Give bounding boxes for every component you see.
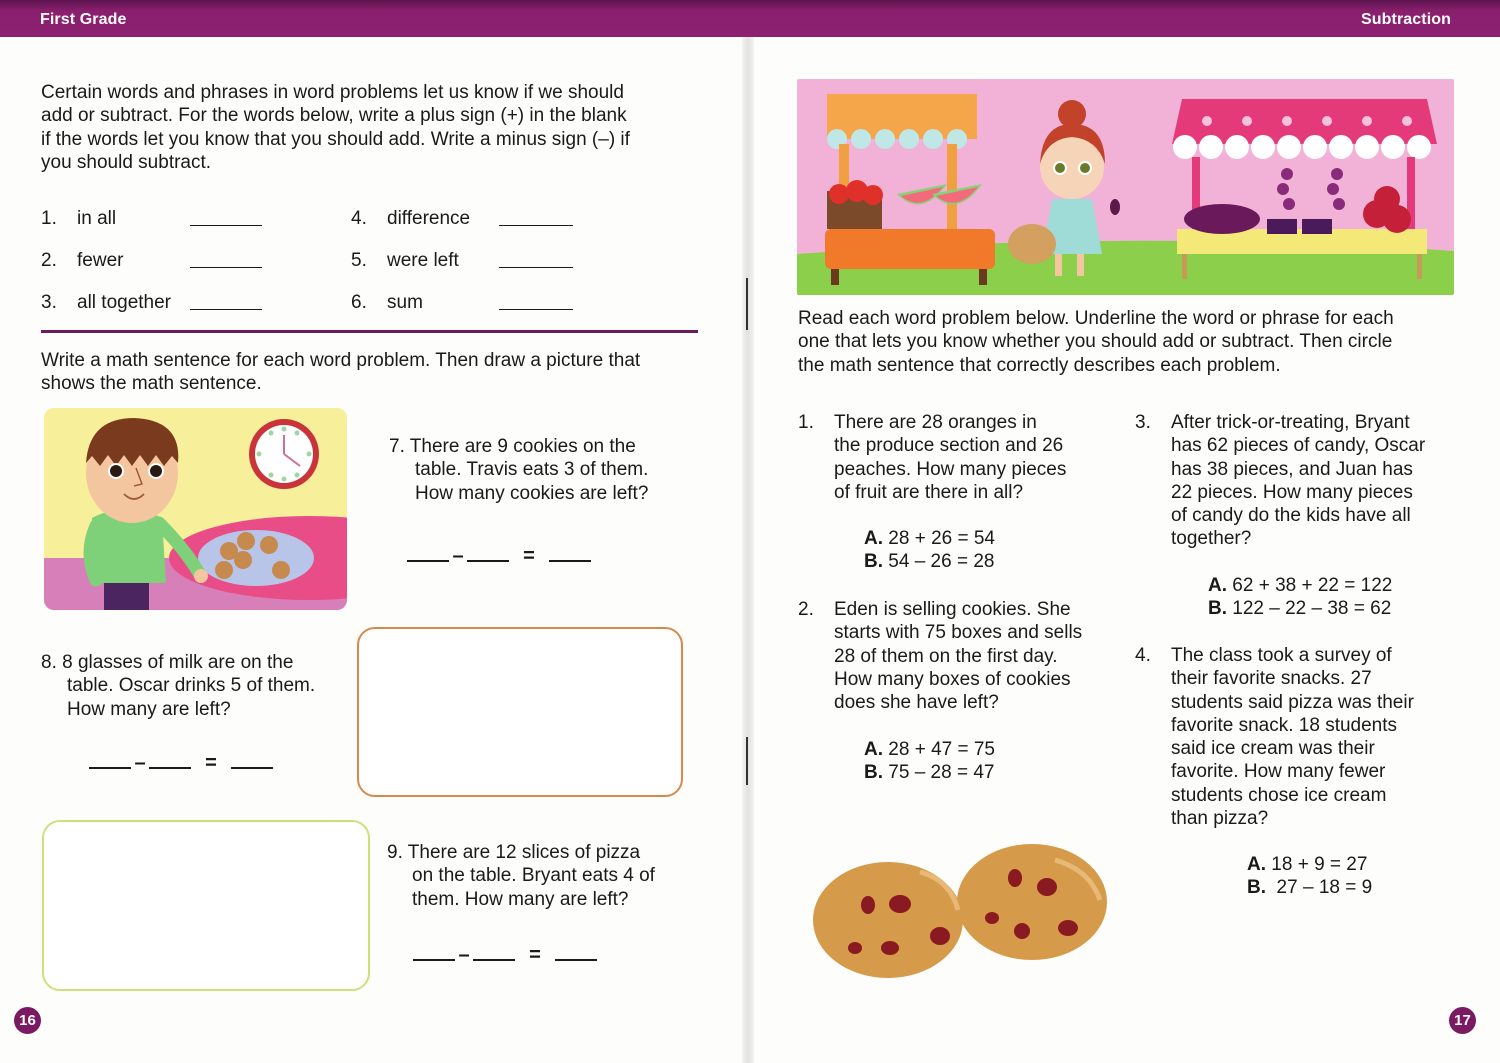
problem-line: on the table. Bryant eats 4 of: [412, 865, 655, 887]
problem-line: table. Oscar drinks 5 of them.: [67, 675, 316, 697]
problem-line: 9. There are 12 slices of pizza: [387, 842, 641, 863]
option-b[interactable]: [864, 550, 995, 573]
problem-line: The class took a survey of: [1171, 645, 1392, 666]
problem-number: 3.: [1135, 412, 1151, 433]
option-b[interactable]: [864, 761, 995, 784]
word-number: 1.: [41, 208, 57, 229]
problem-line: said ice cream was their: [1171, 738, 1375, 760]
equals-sign: =: [205, 752, 217, 774]
problem-line: 22 pieces. How many pieces: [1171, 481, 1413, 503]
problem-line: students chose ice cream: [1171, 784, 1387, 806]
intro-line: you should subtract.: [41, 151, 212, 173]
problem-line: 8. 8 glasses of milk are on the: [41, 652, 294, 673]
answer-options-3: [1208, 574, 1392, 621]
word-text: were left: [387, 250, 459, 271]
answer-blank[interactable]: [499, 266, 573, 268]
problem-line: Eden is selling cookies. She: [834, 599, 1071, 620]
option-text: 18 + 9 = 27: [1271, 854, 1368, 875]
number-blank[interactable]: [467, 546, 509, 562]
page-number-badge: 16: [14, 1007, 41, 1034]
problem-line: of fruit are there in all?: [834, 481, 1024, 503]
option-text: 75 – 28 = 47: [888, 762, 995, 784]
problem-number: 2.: [798, 599, 814, 620]
intro-line: Certain words and phrases in word problems let us know if we should: [41, 82, 624, 103]
problem-line: has 38 pieces, and Juan has: [1171, 458, 1413, 480]
instruction-line: Read each word problem below. Underline the word or phrase for each: [798, 308, 1394, 329]
problem-line: favorite snack. 18 students: [1171, 714, 1398, 736]
word-number: 2.: [41, 250, 57, 271]
option-text: 28 + 47 = 75: [888, 739, 995, 760]
option-label: A.: [864, 739, 883, 760]
number-blank[interactable]: [231, 753, 273, 769]
instruction-line: the math sentence that correctly describes each problem.: [798, 354, 1281, 376]
option-text: 122 – 22 – 38 = 62: [1232, 598, 1392, 620]
problem-line: the produce section and 26: [834, 435, 1064, 457]
number-blank[interactable]: [413, 945, 455, 961]
header-right-title: Subtraction: [1361, 11, 1451, 28]
number-blank[interactable]: [473, 945, 515, 961]
problem-line: of candy do the kids have all: [1171, 505, 1411, 527]
problem-line: them. How many are left?: [412, 888, 629, 910]
problem-line: students said pizza was their: [1171, 691, 1414, 713]
problem-9: [387, 841, 655, 911]
option-text: 54 – 26 = 28: [888, 551, 995, 573]
number-blank[interactable]: [549, 546, 591, 562]
answer-blank[interactable]: [190, 224, 262, 226]
word-number: 6.: [351, 292, 367, 313]
option-a[interactable]: [1208, 574, 1392, 597]
problem-line: than pizza?: [1171, 808, 1269, 830]
equals-sign: =: [523, 545, 535, 567]
minus-sign: –: [134, 752, 146, 774]
word-text: fewer: [77, 250, 124, 271]
header-left-title: First Grade: [40, 11, 127, 28]
header-bar: [0, 0, 1500, 37]
drawing-box-8[interactable]: [357, 627, 683, 797]
problem-line: does she have left?: [834, 692, 999, 714]
intro-paragraph: [41, 81, 630, 174]
option-a[interactable]: [864, 738, 995, 761]
option-a[interactable]: [1247, 853, 1372, 876]
problem-line: There are 28 oranges in: [834, 412, 1037, 433]
problem-line: 28 of them on the first day.: [834, 645, 1058, 667]
option-b[interactable]: [1208, 597, 1392, 620]
option-b[interactable]: [1247, 876, 1372, 899]
boy-cookies-illustration: [44, 408, 347, 610]
number-blank[interactable]: [555, 945, 597, 961]
answer-options-1: [864, 527, 995, 574]
problem-line: peaches. How many pieces: [834, 458, 1067, 480]
option-label: B.: [864, 551, 883, 573]
problem-line: favorite. How many fewer: [1171, 761, 1386, 783]
word-text: sum: [387, 292, 423, 313]
page-number-badge: 17: [1449, 1007, 1476, 1034]
problem-7: [389, 435, 648, 505]
problem-line: starts with 75 boxes and sells: [834, 622, 1083, 644]
instruction-line: Write a math sentence for each word problem. Then draw a picture that: [41, 350, 641, 371]
intro-line: add or subtract. For the words below, write a plus sign (+) in the blank: [41, 105, 627, 127]
instruction-line: shows the math sentence.: [41, 373, 262, 395]
problem-line: together?: [1171, 528, 1252, 550]
problem-line: How many boxes of cookies: [834, 668, 1071, 690]
problem-line: How many cookies are left?: [415, 482, 649, 504]
problem-line: After trick-or-treating, Bryant: [1171, 412, 1410, 433]
binding-staple: [746, 737, 748, 785]
problem-8: [41, 651, 315, 721]
problem-line: 7. There are 9 cookies on the: [389, 436, 636, 457]
answer-blank[interactable]: [499, 224, 573, 226]
answer-blank[interactable]: [190, 308, 262, 310]
word-number: 5.: [351, 250, 367, 271]
answer-options-4: [1247, 853, 1372, 900]
word-problem-2: [798, 598, 1118, 718]
equals-sign: =: [529, 944, 541, 966]
option-a[interactable]: [864, 527, 995, 550]
math-sentence-9: [413, 944, 597, 967]
cookies-illustration: [810, 840, 1110, 980]
minus-sign: –: [452, 545, 464, 567]
number-blank[interactable]: [149, 753, 191, 769]
binding-staple: [746, 278, 748, 330]
intro-line: if the words let you know that you should add. Write a minus sign (–) if: [41, 128, 630, 150]
drawing-box-7[interactable]: [42, 820, 370, 991]
word-number: 3.: [41, 292, 57, 313]
problem-line: How many are left?: [67, 698, 231, 720]
number-blank[interactable]: [89, 753, 131, 769]
word-text: all together: [77, 292, 172, 313]
option-label: B.: [864, 762, 883, 784]
number-blank[interactable]: [407, 546, 449, 562]
math-sentence-8: [89, 752, 273, 775]
answer-blank[interactable]: [190, 266, 262, 268]
problem-line: has 62 pieces of candy, Oscar: [1171, 435, 1426, 457]
option-text: 62 + 38 + 22 = 122: [1232, 575, 1393, 596]
section-divider: [41, 330, 698, 333]
option-label: B.: [1208, 598, 1227, 620]
option-label: A.: [1247, 854, 1266, 875]
word-number: 4.: [351, 208, 367, 229]
word-problem-3: [1135, 411, 1465, 551]
word-problem-4: [1135, 644, 1465, 834]
word-text: in all: [77, 208, 117, 229]
option-label: A.: [1208, 575, 1227, 596]
problem-line: table. Travis eats 3 of them.: [415, 459, 649, 481]
problem-line: their favorite snacks. 27: [1171, 668, 1372, 690]
word-text: difference: [387, 208, 471, 229]
answer-options-2: [864, 738, 995, 785]
minus-sign: –: [458, 944, 470, 966]
right-instruction-paragraph: [798, 307, 1394, 377]
instruction-line: one that lets you know whether you should add or subtract. Then circle: [798, 331, 1393, 353]
option-label: A.: [864, 528, 883, 549]
option-text: 27 – 18 = 9: [1271, 877, 1373, 899]
problem-number: 1.: [798, 412, 814, 433]
problem-number: 4.: [1135, 645, 1151, 666]
market-illustration: [797, 79, 1454, 295]
option-label: B.: [1247, 877, 1266, 899]
book-gutter: [742, 37, 754, 1063]
word-problem-1: [798, 411, 1098, 511]
instruction-paragraph: [41, 349, 640, 396]
option-text: 28 + 26 = 54: [888, 528, 995, 549]
math-sentence-7: [407, 545, 591, 568]
answer-blank[interactable]: [499, 308, 573, 310]
